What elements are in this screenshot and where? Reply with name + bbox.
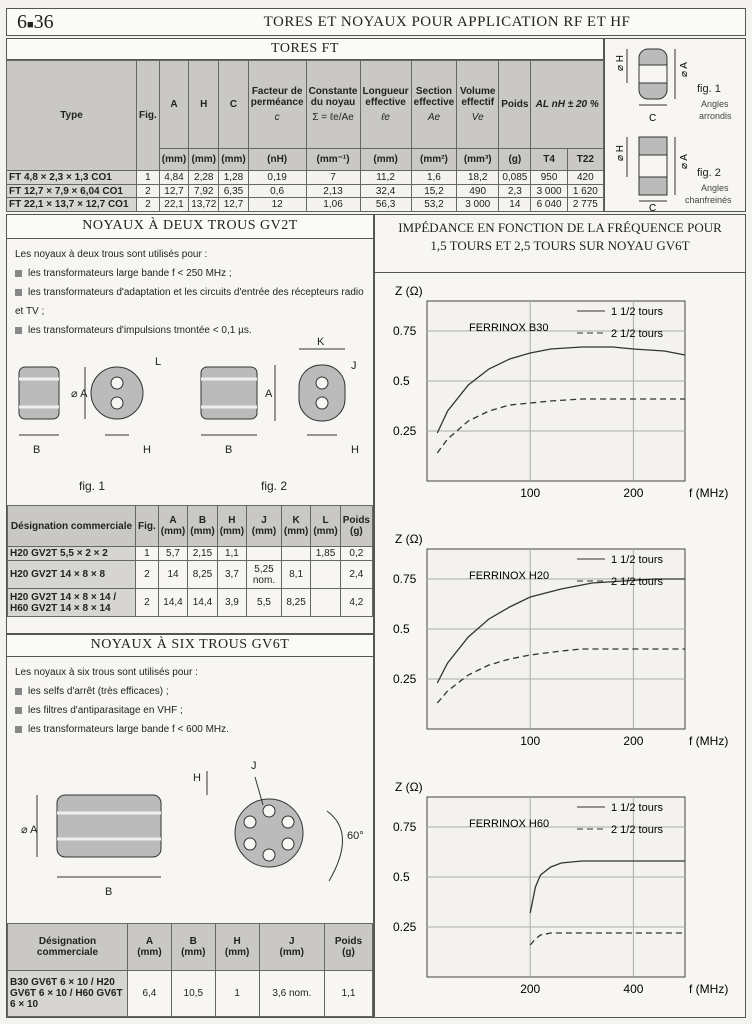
table-row [8, 970, 373, 1017]
gv2t-dim-b1: B [33, 444, 41, 456]
col-a: A [159, 61, 188, 149]
table-cell: 2,28 [189, 171, 219, 185]
table-cell: 1,06 [306, 198, 360, 212]
svg-text:⌀ A: ⌀ A [71, 388, 88, 400]
table-row [8, 561, 373, 589]
table-cell: 1,6 [411, 171, 457, 185]
chart-ytick-label: 0.5 [393, 374, 410, 388]
table-cell: B30 GV6T 6 × 10 / H20 GV6T 6 × 10 / H60 GV6T 6 × 10 [8, 970, 128, 1017]
table-cell: 22,1 [159, 198, 188, 212]
table-cell: 8,1 [281, 561, 310, 589]
col-fig: Fig. [137, 61, 160, 171]
bullet-item: les selfs d'arrêt (très efficaces) ; [15, 682, 365, 701]
chart-title: FERRINOX H20 [469, 570, 550, 582]
table-cell: 13,72 [189, 198, 219, 212]
table-cell: 2 [137, 198, 160, 212]
table-cell: 5,7 [158, 547, 187, 561]
gv6t-intro: Les noyaux à six trous sont utilisés pour : [15, 667, 198, 678]
table-cell: 3,7 [217, 561, 246, 589]
table-cell: 0,2 [340, 547, 372, 561]
chart-legend-label: 1 1/2 tours [611, 554, 663, 566]
chart-ytick-label: 0.25 [393, 672, 417, 686]
gv2t-intro: Les noyaux à deux trous sont utilisés pour : [15, 249, 208, 260]
col-c: C [219, 61, 248, 149]
chart-xlabel: f (MHz) [689, 486, 729, 500]
col-long: Longueur effective ℓe [360, 61, 411, 149]
table-cell: 0,085 [499, 171, 531, 185]
bullet-item: les transformateurs large bande f < 600 MHz. [15, 720, 365, 739]
table-cell: H20 GV2T 14 × 8 × 14 / H60 GV2T 14 × 8 × 14 [8, 589, 136, 617]
table-cell: 18,2 [457, 171, 499, 185]
table-cell: 2 [136, 561, 159, 589]
gv6t-table: Désignation commerciale A (mm) B (mm) H (mm) J (mm) Poids (g) B30 GV6T 6 × 10 / H20 GV6T 6 × 10 / H60 GV6T 6 × 10 6,4 10,5 1 3,6 nom. 1,1 [7, 923, 373, 1017]
chart-legend-label: 2 1/2 tours [611, 824, 663, 836]
table-cell: 950 [531, 171, 567, 185]
table-cell: 3 000 [531, 184, 567, 198]
bullet-item: les filtres d'antiparasitage en VHF ; [15, 701, 365, 720]
table-cell: 12,7 [219, 198, 248, 212]
table-cell: 1 [215, 970, 259, 1017]
svg-text:C: C [649, 113, 657, 124]
chart-ytick-label: 0.25 [393, 424, 417, 438]
table-cell: 0,6 [248, 184, 306, 198]
table-cell: 1 620 [567, 184, 603, 198]
tores-fig1-sub1: Angles [701, 99, 729, 109]
bullet-square-icon [15, 289, 22, 296]
chart-legend-label: 2 1/2 tours [611, 328, 663, 340]
bullet-square-icon [15, 327, 22, 334]
gv2t-fig1-label: fig. 1 [79, 479, 106, 493]
gv2t-fig2-label: fig. 2 [261, 479, 288, 493]
table-cell: 7,92 [189, 184, 219, 198]
table-cell: 1 [136, 547, 159, 561]
tores-section-title: TORES FT [6, 38, 604, 60]
svg-text:J: J [251, 760, 257, 772]
gv6t-section-title: NOYAUX À SIX TROUS GV6T [7, 635, 373, 657]
chart-xlabel: f (MHz) [689, 734, 729, 748]
bullet-item: les transformateurs large bande f < 250 MHz ; [15, 264, 365, 283]
table-cell: 3 000 [457, 198, 499, 212]
chart-title: FERRINOX H60 [469, 818, 550, 830]
table-cell: 5,5 [247, 589, 282, 617]
table-cell: 2,3 [499, 184, 531, 198]
gv2t-section-title: NOYAUX À DEUX TROUS GV2T [7, 215, 373, 239]
bullet-square-icon [15, 688, 22, 695]
table-row [7, 198, 604, 212]
chart-legend-label: 2 1/2 tours [611, 576, 663, 588]
svg-text:H: H [193, 772, 201, 784]
col-h: H [189, 61, 219, 149]
chart-xtick-label: 200 [623, 734, 644, 748]
table-cell [311, 589, 340, 617]
gv2t-panel [6, 214, 374, 634]
col-const: Constante du noyau Σ = ℓe/Ae [306, 61, 360, 149]
chart-ylabel: Z (Ω) [395, 780, 423, 794]
impedance-section-title: IMPÉDANCE EN FONCTION DE LA FRÉQUENCE POUR 1,5 TOURS ET 2,5 TOURS SUR NOYAU GV6T [375, 215, 745, 273]
table-row [7, 184, 604, 198]
table-cell: 8,25 [188, 561, 217, 589]
table-cell: 14 [499, 198, 531, 212]
svg-text:A: A [265, 388, 273, 400]
col-al: AL nH ± 20 % [531, 61, 604, 149]
col-vol: Volume effectif Ve [457, 61, 499, 149]
table-cell: 12,7 [159, 184, 188, 198]
tores-figures [604, 38, 746, 212]
table-cell: 1,1 [324, 970, 372, 1017]
table-row [8, 589, 373, 617]
page-number: 6■36 [17, 11, 54, 33]
table-cell: 14 [158, 561, 187, 589]
chart-xtick-label: 400 [623, 982, 644, 996]
table-cell: 490 [457, 184, 499, 198]
chart-xtick-label: 200 [520, 982, 541, 996]
table-cell: 10,5 [171, 970, 215, 1017]
gv6t-panel [6, 634, 374, 1018]
table-cell: 15,2 [411, 184, 457, 198]
table-cell: 32,4 [360, 184, 411, 198]
table-cell: 14,4 [188, 589, 217, 617]
tores-table: Type Fig. A H C Facteur de perméance c Constante du noyau Σ = ℓe/Ae Longueur effective ℓe Section effective Ae Volume effectif Ve Poids AL nH ± 20 % (mm) (mm) (mm) (nH) (mm⁻¹) (mm) (mm²) (mm³) (g) T4 T22 FT 4,8 × 2,3 × 1,3 CO1 1 4,84 2,28 1,28 0,19 7 11,2 1,6 18,2 0,085 950 420 FT 12,7 × 7,9 × 6,04 CO1 2 12,7 7,92 6,35 0,6 2,13 32,4 15,2 490 2,3 3 000 1 620 FT 22,1 × 13,7 × 12,7 CO1 2 22,1 13,72 12,7 12 1,06 56,3 53,2 3 000 14 6 040 2 775 [6, 60, 604, 212]
gv6t-figures [7, 751, 373, 911]
page-header [6, 8, 746, 36]
page-title: TORES ET NOYAUX POUR APPLICATION RF ET HF [263, 14, 631, 30]
chart-ytick-label: 0.5 [393, 622, 410, 636]
table-cell: 3,6 nom. [259, 970, 324, 1017]
chart-xlabel: f (MHz) [689, 982, 729, 996]
svg-text:⌀ A: ⌀ A [679, 62, 690, 77]
bullet-item: les transformateurs d'adaptation et les circuits d'entrée des récepteurs radio et TV ; [15, 287, 364, 317]
gv6t-text [7, 657, 373, 739]
table-cell [281, 547, 310, 561]
table-cell: 6,4 [128, 970, 172, 1017]
chart-ytick-label: 0.75 [393, 572, 417, 586]
table-cell: 2 [137, 184, 160, 198]
svg-text:L: L [155, 356, 162, 368]
table-cell: 14,4 [158, 589, 187, 617]
tores-fig2-sub2: chanfreinés [685, 195, 732, 205]
table-cell: FT 4,8 × 2,3 × 1,3 CO1 [7, 171, 137, 185]
gv2t-text [7, 239, 373, 340]
impedance-charts [375, 273, 745, 1017]
table-cell: 4,84 [159, 171, 188, 185]
chart-ytick-label: 0.75 [393, 324, 417, 338]
chart-ytick-label: 0.5 [393, 870, 410, 884]
impedance-panel [374, 214, 746, 1018]
table-cell: 2 775 [567, 198, 603, 212]
chart-xtick-label: 100 [520, 734, 541, 748]
svg-text:B: B [105, 886, 113, 898]
chart-xtick-label: 200 [623, 486, 644, 500]
col-type: Type [7, 61, 137, 171]
svg-text:K: K [317, 336, 325, 348]
col-perm: Facteur de perméance c [248, 61, 306, 149]
table-cell: 6 040 [531, 198, 567, 212]
chart-ylabel: Z (Ω) [395, 532, 423, 546]
table-cell: FT 12,7 × 7,9 × 6,04 CO1 [7, 184, 137, 198]
table-row [8, 547, 373, 561]
table-cell: 7 [306, 171, 360, 185]
svg-text:⌀ A: ⌀ A [21, 824, 38, 836]
table-cell: 8,25 [281, 589, 310, 617]
table-cell: 0,19 [248, 171, 306, 185]
table-cell [247, 547, 282, 561]
gv2t-table: Désignation commerciale Fig. A (mm) B (mm) H (mm) J (mm) K (mm) L (mm) Poids (g) H20 GV2T 5,5 × 2 × 2 1 5,7 2,15 1,1 1,85 0,2 H20 GV2T 14 × 8 × 8 2 14 8,25 3,7 5,25 nom. 8,1 2,4 H20 GV2T 14 × 8 × 14 / H60 GV2T 14 × 8 × 14 2 14,4 14,4 3,9 5,5 8,25 4,2 [7, 505, 373, 617]
table-cell: 420 [567, 171, 603, 185]
chart-ytick-label: 0.75 [393, 820, 417, 834]
table-cell: 2,13 [306, 184, 360, 198]
table-cell: 3,9 [217, 589, 246, 617]
table-cell: 1 [137, 171, 160, 185]
svg-text:⌀ H: ⌀ H [615, 144, 626, 161]
table-cell: 56,3 [360, 198, 411, 212]
chart-ylabel: Z (Ω) [395, 284, 423, 298]
table-cell: 5,25 nom. [247, 561, 282, 589]
svg-text:⌀ A: ⌀ A [679, 154, 690, 169]
table-cell [311, 561, 340, 589]
chart-legend-label: 1 1/2 tours [611, 306, 663, 318]
table-cell: 6,35 [219, 184, 248, 198]
bullet-item: les transformateurs d'impulsions tmontée < 0,1 µs. [15, 321, 365, 340]
chart-title: FERRINOX B30 [469, 322, 549, 334]
tores-fig2-label: fig. 2 [697, 167, 721, 179]
table-cell: 1,1 [217, 547, 246, 561]
table-cell: 4,2 [340, 589, 372, 617]
table-cell: 1,85 [311, 547, 340, 561]
table-cell: 12 [248, 198, 306, 212]
svg-text:H: H [351, 444, 359, 456]
table-cell: 1,28 [219, 171, 248, 185]
table-cell: 2 [136, 589, 159, 617]
tores-fig1-label: fig. 1 [697, 83, 721, 95]
chart-xtick-label: 100 [520, 486, 541, 500]
bullet-square-icon [15, 726, 22, 733]
col-sect: Section effective Ae [411, 61, 457, 149]
table-cell: H20 GV2T 14 × 8 × 8 [8, 561, 136, 589]
svg-text:60°: 60° [347, 830, 364, 842]
bullet-square-icon [15, 707, 22, 714]
table-row [7, 171, 604, 185]
svg-text:C: C [649, 203, 657, 213]
chart-ytick-label: 0.25 [393, 920, 417, 934]
chart-legend-label: 1 1/2 tours [611, 802, 663, 814]
bullet-square-icon [15, 270, 22, 277]
svg-text:H: H [143, 444, 151, 456]
table-cell: 53,2 [411, 198, 457, 212]
gv2t-figures [7, 335, 373, 495]
tores-fig2-sub1: Angles [701, 183, 729, 193]
table-cell: 11,2 [360, 171, 411, 185]
tores-fig1-sub2: arrondis [699, 111, 732, 121]
table-cell: 2,15 [188, 547, 217, 561]
svg-text:B: B [225, 444, 233, 456]
svg-text:J: J [351, 360, 357, 372]
svg-text:⌀ H: ⌀ H [615, 54, 626, 71]
table-cell: H20 GV2T 5,5 × 2 × 2 [8, 547, 136, 561]
table-cell: FT 22,1 × 13,7 × 12,7 CO1 [7, 198, 137, 212]
table-cell: 2,4 [340, 561, 372, 589]
col-poids: Poids [499, 61, 531, 149]
